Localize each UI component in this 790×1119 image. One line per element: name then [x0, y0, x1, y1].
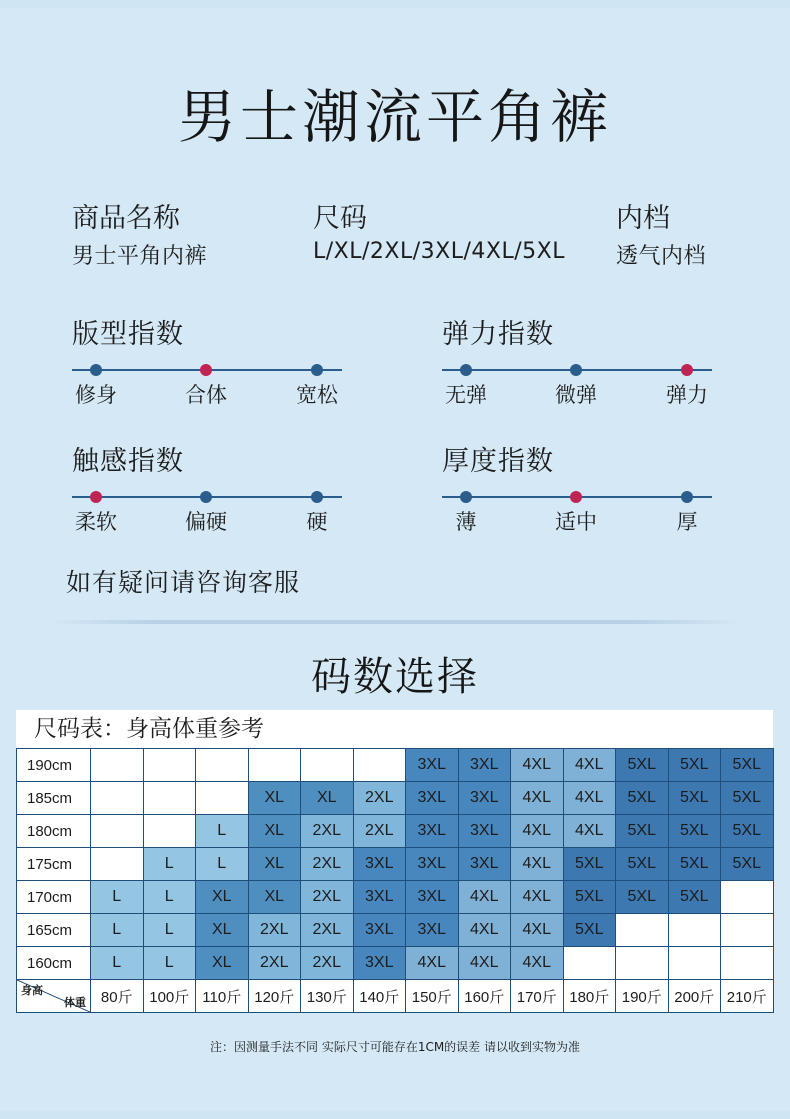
size-cell — [143, 782, 196, 815]
height-cell: 185cm — [17, 782, 91, 815]
size-cell: 5XL — [721, 815, 774, 848]
size-cell: XL — [248, 815, 301, 848]
size-cell: XL — [196, 881, 249, 914]
table-row — [17, 749, 774, 782]
table-row — [17, 815, 774, 848]
size-cell — [196, 782, 249, 815]
corner-cell — [17, 980, 91, 1013]
size-cell: 3XL — [458, 749, 511, 782]
index-title: 弹力指数 — [442, 319, 554, 350]
size-cell: 5XL — [668, 749, 721, 782]
weight-cell: 200斤 — [668, 980, 721, 1013]
size-cell — [301, 749, 354, 782]
size-cell: L — [91, 947, 144, 980]
size-cell: L — [91, 881, 144, 914]
page-title: 男士潮流平角裤 — [177, 83, 612, 151]
table-row — [17, 848, 774, 881]
size-cell: 3XL — [458, 848, 511, 881]
size-cell — [143, 749, 196, 782]
height-cell: 160cm — [17, 947, 91, 980]
size-cell: 3XL — [353, 881, 406, 914]
size-cell: 5XL — [721, 848, 774, 881]
index-option-label: 修身 — [75, 383, 117, 407]
index-option-label: 薄 — [455, 510, 477, 534]
corner-height-label: 身高 — [21, 985, 43, 997]
height-cell: 190cm — [17, 749, 91, 782]
info-label: 尺码 — [313, 203, 367, 234]
size-cell: 5XL — [721, 749, 774, 782]
index-option-label: 适中 — [555, 510, 597, 534]
info-size — [313, 196, 565, 264]
weight-cell: 100斤 — [143, 980, 196, 1013]
index-option-label: 弹力 — [666, 383, 708, 407]
index-dot — [460, 364, 472, 376]
size-cell: 3XL — [406, 782, 459, 815]
weight-cell: 80斤 — [91, 980, 144, 1013]
info-crotch — [616, 196, 706, 270]
index-dot — [570, 364, 582, 376]
index-thickness — [442, 439, 712, 534]
index-scale — [72, 486, 342, 534]
index-option-label: 硬 — [306, 510, 328, 534]
index-dot — [90, 364, 102, 376]
size-cell: XL — [248, 848, 301, 881]
index-fit — [72, 312, 342, 407]
index-dot-selected — [200, 364, 212, 376]
size-cell — [91, 782, 144, 815]
height-cell: 180cm — [17, 815, 91, 848]
table-row — [17, 881, 774, 914]
size-cell: 3XL — [353, 947, 406, 980]
size-cell: 3XL — [406, 881, 459, 914]
size-cell: L — [143, 881, 196, 914]
size-cell — [143, 815, 196, 848]
size-cell: L — [91, 914, 144, 947]
size-cell — [668, 947, 721, 980]
size-cell — [196, 749, 249, 782]
table-row — [17, 914, 774, 947]
size-cell: 3XL — [406, 749, 459, 782]
size-cell: 5XL — [563, 881, 616, 914]
size-cell: 5XL — [668, 881, 721, 914]
size-cell: XL — [248, 782, 301, 815]
size-cell — [616, 947, 669, 980]
index-dot-selected — [90, 491, 102, 503]
index-dot — [311, 491, 323, 503]
size-cell: 5XL — [668, 782, 721, 815]
size-cell: 5XL — [721, 782, 774, 815]
footnote: 注：因测量手法不同 实际尺寸可能存在1CM的误差 请以收到实物为准 — [210, 1040, 580, 1054]
size-cell: 3XL — [353, 848, 406, 881]
size-cell: 4XL — [511, 749, 564, 782]
table-caption: 尺码表：身高体重参考 — [16, 707, 773, 748]
index-scale — [72, 359, 342, 407]
index-touch — [72, 439, 342, 534]
weight-cell: 160斤 — [458, 980, 511, 1013]
index-dot-selected — [570, 491, 582, 503]
size-cell — [616, 914, 669, 947]
size-cell: 5XL — [563, 848, 616, 881]
index-scale — [442, 486, 712, 534]
size-cell: 4XL — [458, 881, 511, 914]
index-option-label: 无弹 — [445, 383, 487, 407]
table-row — [17, 782, 774, 815]
size-cell — [91, 848, 144, 881]
size-cell: 2XL — [301, 914, 354, 947]
weight-cell: 190斤 — [616, 980, 669, 1013]
index-option-label: 偏硬 — [185, 510, 227, 534]
index-option-label: 合体 — [185, 383, 227, 407]
index-dot — [460, 491, 472, 503]
size-cell: 4XL — [563, 782, 616, 815]
index-scale — [442, 359, 712, 407]
weight-cell: 130斤 — [301, 980, 354, 1013]
weight-cell: 150斤 — [406, 980, 459, 1013]
index-title: 版型指数 — [72, 319, 184, 350]
corner-weight-label: 体重 — [64, 997, 86, 1009]
weight-cell: 140斤 — [353, 980, 406, 1013]
size-cell — [668, 914, 721, 947]
size-cell: 4XL — [406, 947, 459, 980]
height-cell: 165cm — [17, 914, 91, 947]
height-cell: 175cm — [17, 848, 91, 881]
size-cell: 4XL — [511, 947, 564, 980]
info-value: L/XL/2XL/3XL/4XL/5XL — [313, 239, 565, 264]
size-cell: XL — [248, 881, 301, 914]
size-cell: XL — [301, 782, 354, 815]
index-option-label: 厚 — [676, 510, 698, 534]
index-dot — [200, 491, 212, 503]
size-cell: 4XL — [563, 749, 616, 782]
size-cell: 5XL — [616, 782, 669, 815]
size-cell: 3XL — [458, 815, 511, 848]
weight-cell: 170斤 — [511, 980, 564, 1013]
size-cell: 5XL — [668, 848, 721, 881]
size-cell: 2XL — [248, 914, 301, 947]
size-cell: 2XL — [353, 782, 406, 815]
size-cell: 5XL — [616, 815, 669, 848]
size-cell: 3XL — [406, 848, 459, 881]
size-cell: L — [143, 947, 196, 980]
contact-note: 如有疑问请咨询客服 — [66, 568, 301, 597]
size-cell: 4XL — [511, 815, 564, 848]
size-cell: 3XL — [406, 815, 459, 848]
size-cell: 5XL — [616, 848, 669, 881]
size-cell — [91, 815, 144, 848]
size-cell: 4XL — [511, 782, 564, 815]
size-table — [16, 748, 774, 1013]
size-cell: 2XL — [301, 815, 354, 848]
weight-cell: 110斤 — [196, 980, 249, 1013]
size-chart — [16, 707, 773, 1013]
size-cell — [721, 947, 774, 980]
info-product-name — [72, 196, 207, 270]
size-cell: 2XL — [353, 815, 406, 848]
size-cell: 4XL — [511, 848, 564, 881]
size-cell — [353, 749, 406, 782]
height-cell: 170cm — [17, 881, 91, 914]
size-cell: 4XL — [511, 881, 564, 914]
size-cell: L — [196, 815, 249, 848]
weight-cell: 180斤 — [563, 980, 616, 1013]
index-dot-selected — [681, 364, 693, 376]
index-title: 厚度指数 — [442, 446, 554, 477]
size-cell — [248, 749, 301, 782]
size-cell: 2XL — [301, 881, 354, 914]
size-cell: L — [196, 848, 249, 881]
size-cell — [721, 914, 774, 947]
weight-cell: 120斤 — [248, 980, 301, 1013]
info-value: 男士平角内裤 — [72, 244, 208, 269]
section-divider — [50, 620, 740, 624]
size-cell: 3XL — [406, 914, 459, 947]
size-cell: 2XL — [301, 848, 354, 881]
size-cell: 3XL — [458, 782, 511, 815]
size-cell: 3XL — [353, 914, 406, 947]
index-option-label: 柔软 — [75, 510, 117, 534]
size-cell: 2XL — [248, 947, 301, 980]
index-option-label: 宽松 — [296, 383, 338, 407]
weight-cell: 210斤 — [721, 980, 774, 1013]
size-cell — [91, 749, 144, 782]
size-cell: 5XL — [616, 749, 669, 782]
weight-row — [17, 980, 774, 1013]
size-cell: L — [143, 848, 196, 881]
size-cell — [563, 947, 616, 980]
size-cell — [721, 881, 774, 914]
size-cell: 2XL — [301, 947, 354, 980]
info-label: 内档 — [616, 203, 670, 234]
info-label: 商品名称 — [72, 203, 180, 234]
size-cell: 4XL — [511, 914, 564, 947]
index-dot — [311, 364, 323, 376]
index-dot — [681, 491, 693, 503]
info-value: 透气内档 — [616, 244, 707, 269]
size-cell: XL — [196, 914, 249, 947]
index-title: 触感指数 — [72, 446, 184, 477]
section-title: 码数选择 — [311, 654, 479, 700]
size-cell: L — [143, 914, 196, 947]
size-cell: 4XL — [458, 914, 511, 947]
size-cell: 5XL — [668, 815, 721, 848]
size-cell: XL — [196, 947, 249, 980]
size-cell: 5XL — [616, 881, 669, 914]
size-cell: 5XL — [563, 914, 616, 947]
index-elasticity — [442, 312, 712, 407]
size-cell: 4XL — [458, 947, 511, 980]
table-row — [17, 947, 774, 980]
index-option-label: 微弹 — [555, 383, 597, 407]
size-cell: 4XL — [563, 815, 616, 848]
